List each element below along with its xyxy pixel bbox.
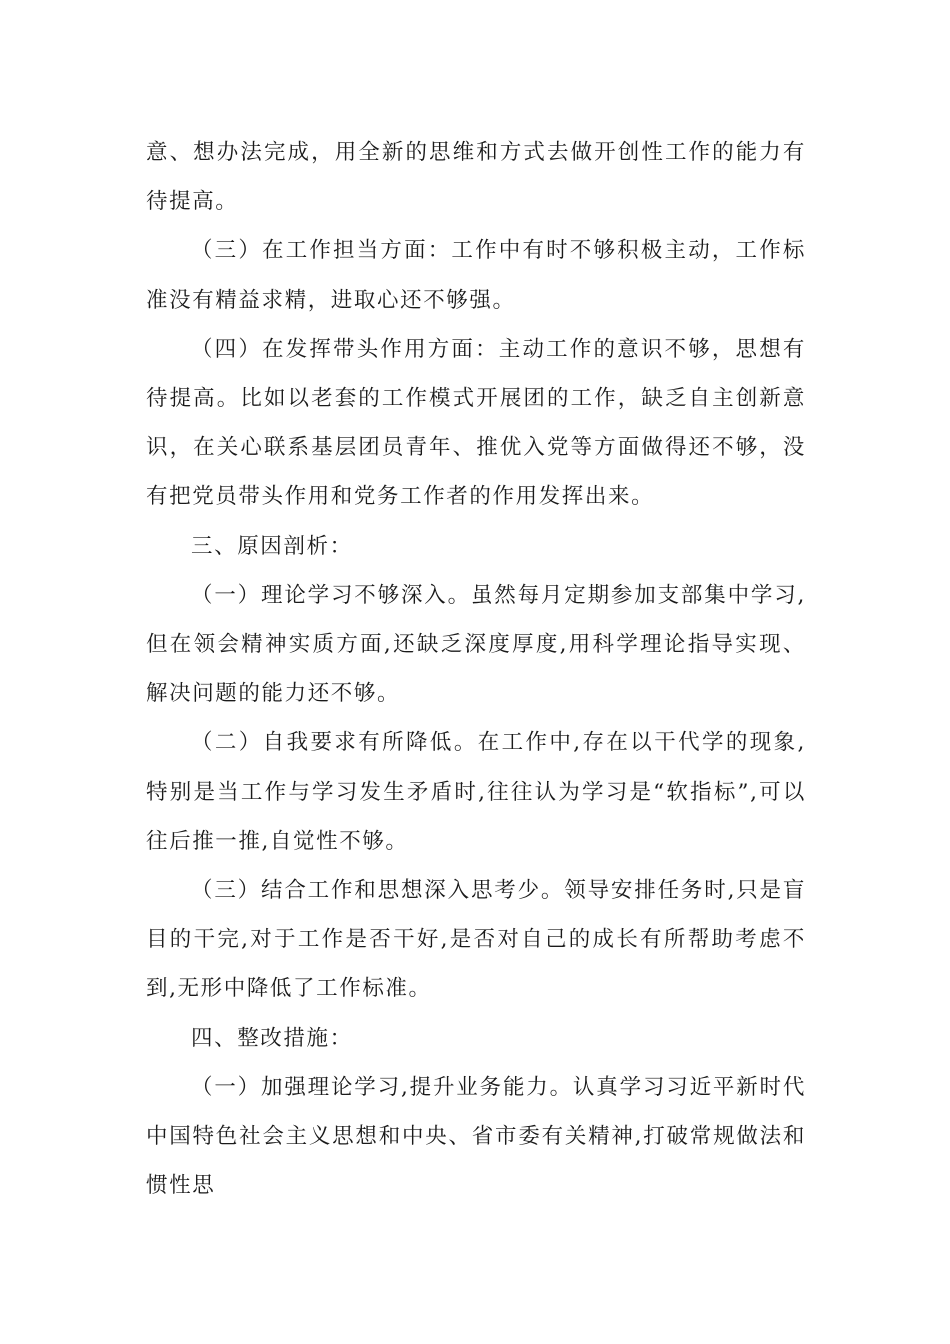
section-heading-rectification: 四、整改措施： [191, 1025, 353, 1051]
paragraph-deep-thinking: （三）结合工作和思想深入思考少。领导安排任务时,只是盲目的干完,对于工作是否干好,是否对自己的成长有所帮助考虑不到,无形中降低了工作标准。 [146, 878, 806, 1002]
document-body [146, 128, 806, 1210]
paragraph-strengthen-study: （一）加强理论学习,提升业务能力。认真学习习近平新时代中国特色社会主义思想和中央、省市委有关精神,打破常规做法和惯性思 [146, 1074, 806, 1199]
paragraph-self-requirement: （二）自我要求有所降低。在工作中,存在以干代学的现象,特别是当工作与学习发生矛盾时,往往认为学习是“软指标”,可以往后推一推,自觉性不够。 [146, 730, 806, 854]
paragraph-continuation: 意、想办法完成，用全新的思维和方式去做开创性工作的能力有待提高。 [146, 140, 806, 215]
paragraph-leading-role: （四）在发挥带头作用方面：主动工作的意识不够，思想有待提高。比如以老套的工作模式开展团的工作，缺乏自主创新意识，在关心联系基层团员青年、推优入党等方面做得还不够，没有把党员带头作用和党务工作者的作用发挥出来。 [146, 336, 806, 510]
paragraph-work-responsibility: （三）在工作担当方面：工作中有时不够积极主动，工作标准没有精益求精，进取心还不够强。 [146, 238, 806, 313]
paragraph-theory-study: （一）理论学习不够深入。虽然每月定期参加支部集中学习,但在领会精神实质方面,还缺乏深度厚度,用科学理论指导实现、解决问题的能力还不够。 [146, 582, 806, 707]
section-heading-cause-analysis: 三、原因剖析： [191, 533, 353, 559]
